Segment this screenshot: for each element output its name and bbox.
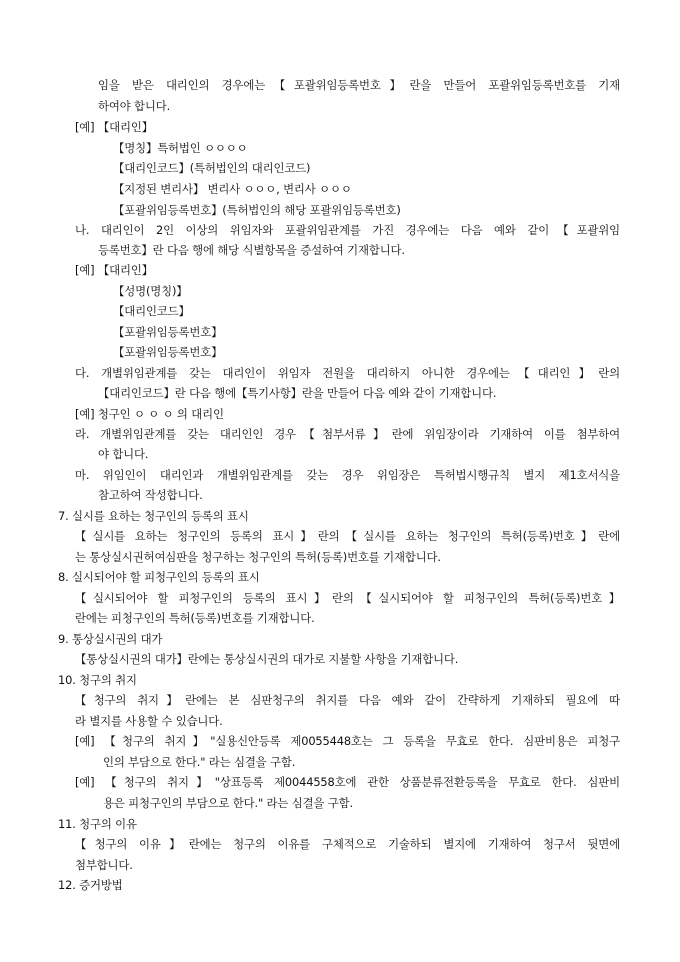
text-line: 【실시를 요하는 청구인의 등록의 표시】란의【실시를 요하는 청구인의 특허(등록)번호】란에 xyxy=(75,529,620,543)
text-line: 【통상실시권의 대가】란에는 통상실시권의 대가로 지불할 사항을 기재합니다. xyxy=(75,652,459,666)
section-heading: 10. 청구의 취지 xyxy=(58,673,137,687)
example-label: [예] 【대리인】 xyxy=(75,263,153,277)
text-line: 【청구의 취지】란에는 본 심판청구의 취지를 다음 예와 같이 간략하게 기재하되 필요에 따 xyxy=(75,693,620,707)
example-line: [예] 【청구의 취지】"상표등록 제0044558호에 관한 상품분류전환등록을 무효로 한다. 심판비 xyxy=(75,775,620,789)
text-line: 【대리인코드】(특허법인의 대리인코드) xyxy=(113,161,311,175)
text-line: 참고하여 작성합니다. xyxy=(98,488,203,502)
text-line: 【포괄위임등록번호】 xyxy=(113,325,223,339)
text-line: 라 별지를 사용할 수 있습니다. xyxy=(75,714,223,728)
text-line: 【포괄위임등록번호】 xyxy=(113,345,223,359)
section-heading: 11. 청구의 이유 xyxy=(58,817,137,831)
text-line: 나. 대리인이 2인 이상의 위임자와 포괄위임관계를 가진 경우에는 다음 예와 같이【포괄위임 xyxy=(75,223,620,237)
text-line: 인의 부담으로 한다." 라는 심결을 구함. xyxy=(103,755,296,769)
section-heading: 12. 증거방법 xyxy=(58,878,123,892)
text-line: 다. 개별위임관계를 갖는 대리인이 위임자 전원을 대리하지 아니한 경우에는【대리인】란의 xyxy=(75,366,620,380)
text-line: 란에는 피청구인의 특허(등록)번호를 기재합니다. xyxy=(75,611,315,625)
text-line: 【지정된 변리사】 변리사 ㅇㅇㅇ, 변리사 ㅇㅇㅇ xyxy=(113,182,352,196)
text-line: 하여야 합니다. xyxy=(98,99,171,113)
text-line: 【명칭】특허법인 ㅇㅇㅇㅇ xyxy=(113,141,248,155)
example-line: [예] 【청구의 취지】"실용신안등록 제0055448호는 그 등록을 무효로 한다. 심판비용은 피청구 xyxy=(75,734,620,748)
text-line: 【성명(명칭)】 xyxy=(113,284,188,298)
text-line: 등록번호】란 다음 행에 해당 식별항목을 증설하여 기재합니다. xyxy=(98,243,405,257)
text-line: 용은 피청구인의 부담으로 한다." 라는 심결을 구함. xyxy=(103,796,353,810)
text-line: 【대리인코드】 xyxy=(113,304,190,318)
text-line: 야 합니다. xyxy=(98,447,149,461)
example-label: [예] 청구인 ㅇ ㅇ ㅇ 의 대리인 xyxy=(75,407,224,421)
section-heading: 9. 통상실시권의 대가 xyxy=(58,632,163,646)
section-heading: 8. 실시되어야 할 피청구인의 등록의 표시 xyxy=(58,570,260,584)
text-line: 【포괄위임등록번호】(특허법인의 해당 포괄위임등록번호) xyxy=(113,203,401,217)
text-line: 첨부합니다. xyxy=(75,858,133,872)
text-line: 라. 개별위임관계를 갖는 대리인인 경우【첨부서류】란에 위임장이라 기재하여 이를 첨부하여 xyxy=(75,427,620,441)
example-label: [예] 【대리인】 xyxy=(75,120,153,134)
text-line: 는 통상실시권허여심판을 청구하는 청구인의 특허(등록)번호를 기재합니다. xyxy=(75,550,441,564)
section-heading: 7. 실시를 요하는 청구인의 등록의 표시 xyxy=(58,509,249,523)
text-line: 【대리인코드】란 다음 행에【특기사항】란을 만들어 다음 예와 같이 기재합니다. xyxy=(98,386,497,400)
text-line: 임을 받은 대리인의 경우에는【포괄위임등록번호】란을 만들어 포괄위임등록번호를 기재 xyxy=(98,78,620,92)
text-line: 【실시되어야 할 피청구인의 등록의 표시】란의【실시되어야 할 피청구인의 특허(등록)번호】 xyxy=(75,591,620,605)
text-line: 마. 위임인이 대리인과 개별위임관계를 갖는 경우 위임장은 특허법시행규칙 별지 제1호서식을 xyxy=(75,468,620,482)
text-line: 【청구의 이유】란에는 청구의 이유를 구체적으로 기술하되 별지에 기재하여 청구서 뒷면에 xyxy=(75,837,620,851)
